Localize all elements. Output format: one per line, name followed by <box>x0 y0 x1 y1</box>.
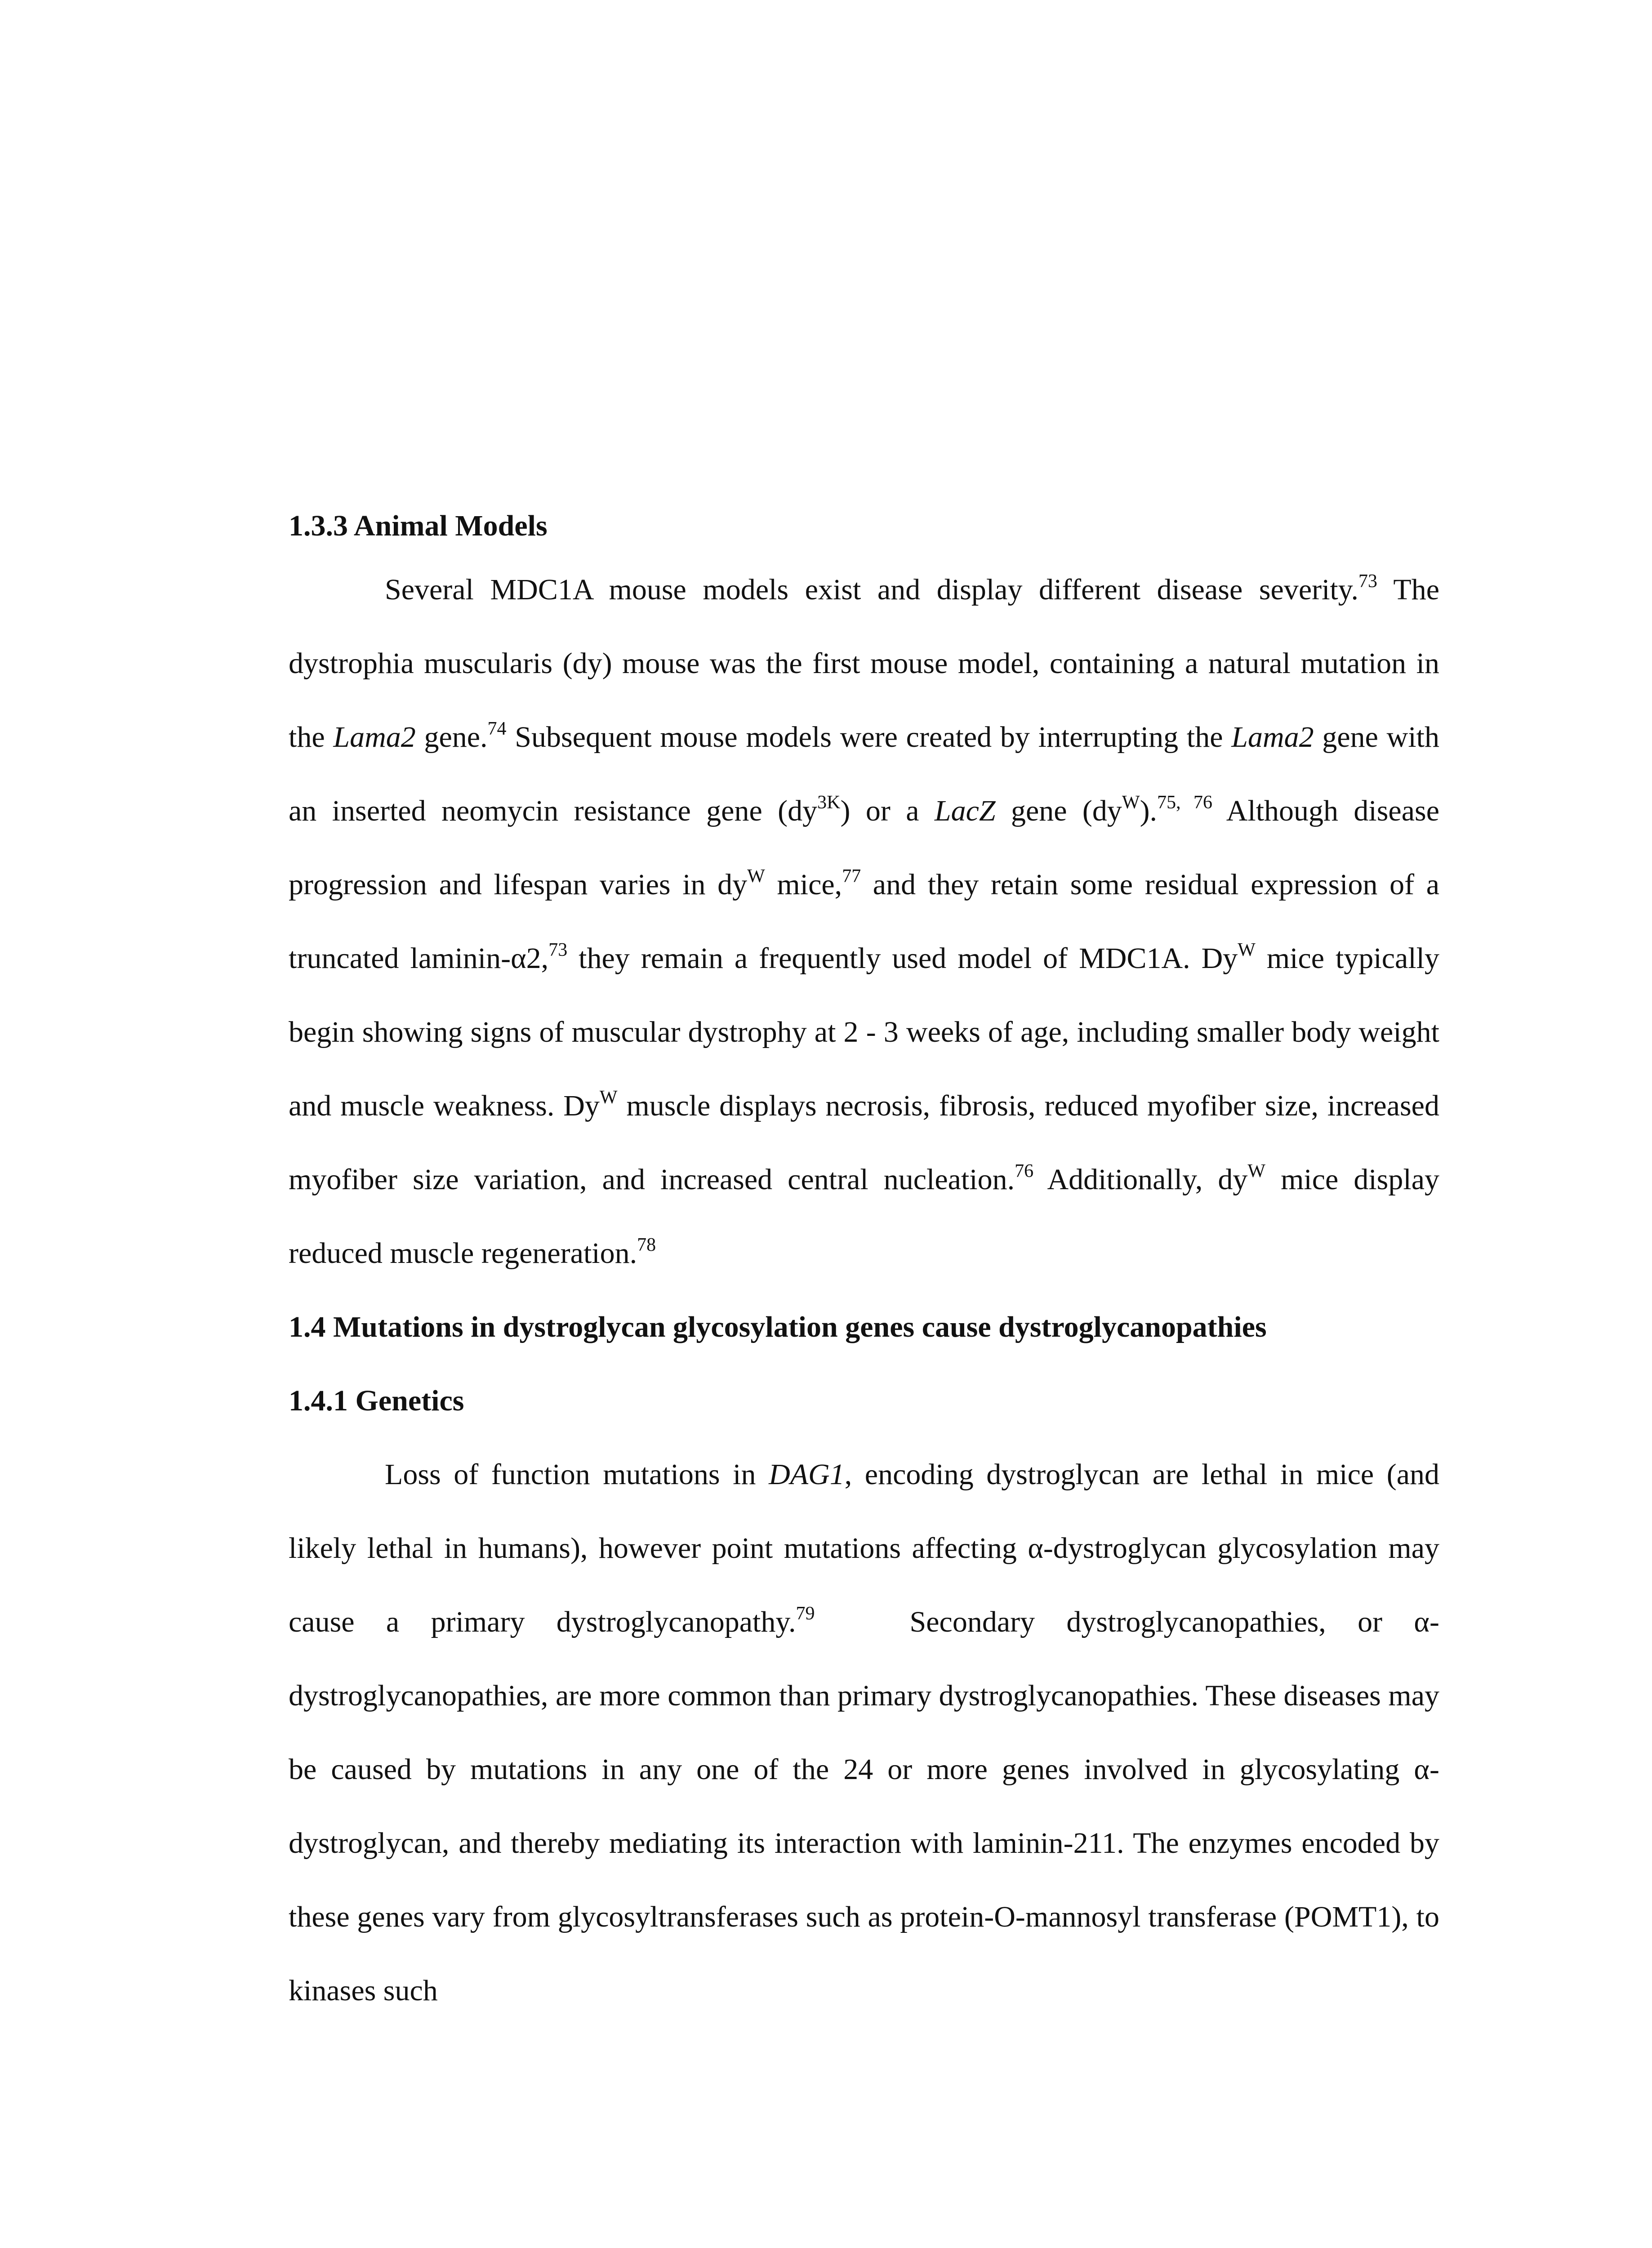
section-heading-animal-models: 1.3.3 Animal Models <box>289 509 548 542</box>
paragraph-genetics: Loss of function mutations in DAG1, encoding dystroglycan are lethal in mice (and likely lethal in humans), however point mutations affecting α-dystroglycan glycosylation may cause a primary dystroglycanopathy.$^{79}$ Secondary dystroglycanopathies, or α-dystroglycanopathies, are more common than primary dystroglycanopathies. These diseases may be caused by mutations in any one of the 24 or more genes involved in glycosylating α-dystroglycan, and thereby mediating its interaction with laminin-211. The enzymes encoded by these genes vary from glycosyltransferases such as protein-O-mannosyl transferase (POMT1), to kinases such <box>289 1458 1447 2007</box>
citation: 78 <box>637 1235 656 1255</box>
superscript: W <box>1122 792 1140 813</box>
superscript: W <box>747 866 765 887</box>
body-text <box>289 508 1447 2028</box>
section-heading-genetics: 1.4.1 Genetics <box>289 1384 464 1418</box>
citation: 75, 76 <box>1157 792 1212 813</box>
citation: 76 <box>1015 1161 1034 1182</box>
superscript: 3K <box>817 792 841 813</box>
superscript: W <box>599 1087 618 1108</box>
citation: 79 <box>796 1603 815 1624</box>
citation: 77 <box>842 866 861 887</box>
paragraph-animal-models: Several MDC1A mouse models exist and display different disease severity.$^{73}$ The dystrophia muscularis (dy) mouse was the first mouse model, containing a natural mutation in the Lama2 gene.$^{74}$ Subsequent mouse models were created by interrupting the Lama2 gene with an inserted neomycin resistance gene $(dy^{3K})$ or a LacZ gene $(dy^W).^{75, 76}$ Although disease progression and lifespan varies in $dy^W$ mice,$^{77}$ and they retain some residual expression of a truncated laminin-α2,73 they remain a frequently used model of MDC1A. $Dy^W$ mice typically begin showing signs of muscular dystrophy at 2 - 3 weeks of age, including smaller body weight and muscle weakness. $Dy^W$ muscle displays necrosis, fibrosis, reduced myofiber size, increased myofiber size variation, and increased central nucleation.$^{76}$ Additionally, $dy^W$ mice display reduced muscle regeneration.$^{78}$ <box>289 571 1440 1270</box>
citation: 73 <box>548 940 568 960</box>
superscript: W <box>1247 1161 1266 1182</box>
section-heading-mutations: 1.4 Mutations in dystroglycan glycosylation genes cause dystroglycanopathies <box>289 1311 1267 1344</box>
superscript: W <box>1238 940 1256 960</box>
citation: 73 <box>1358 571 1377 592</box>
citation: 74 <box>487 718 507 739</box>
